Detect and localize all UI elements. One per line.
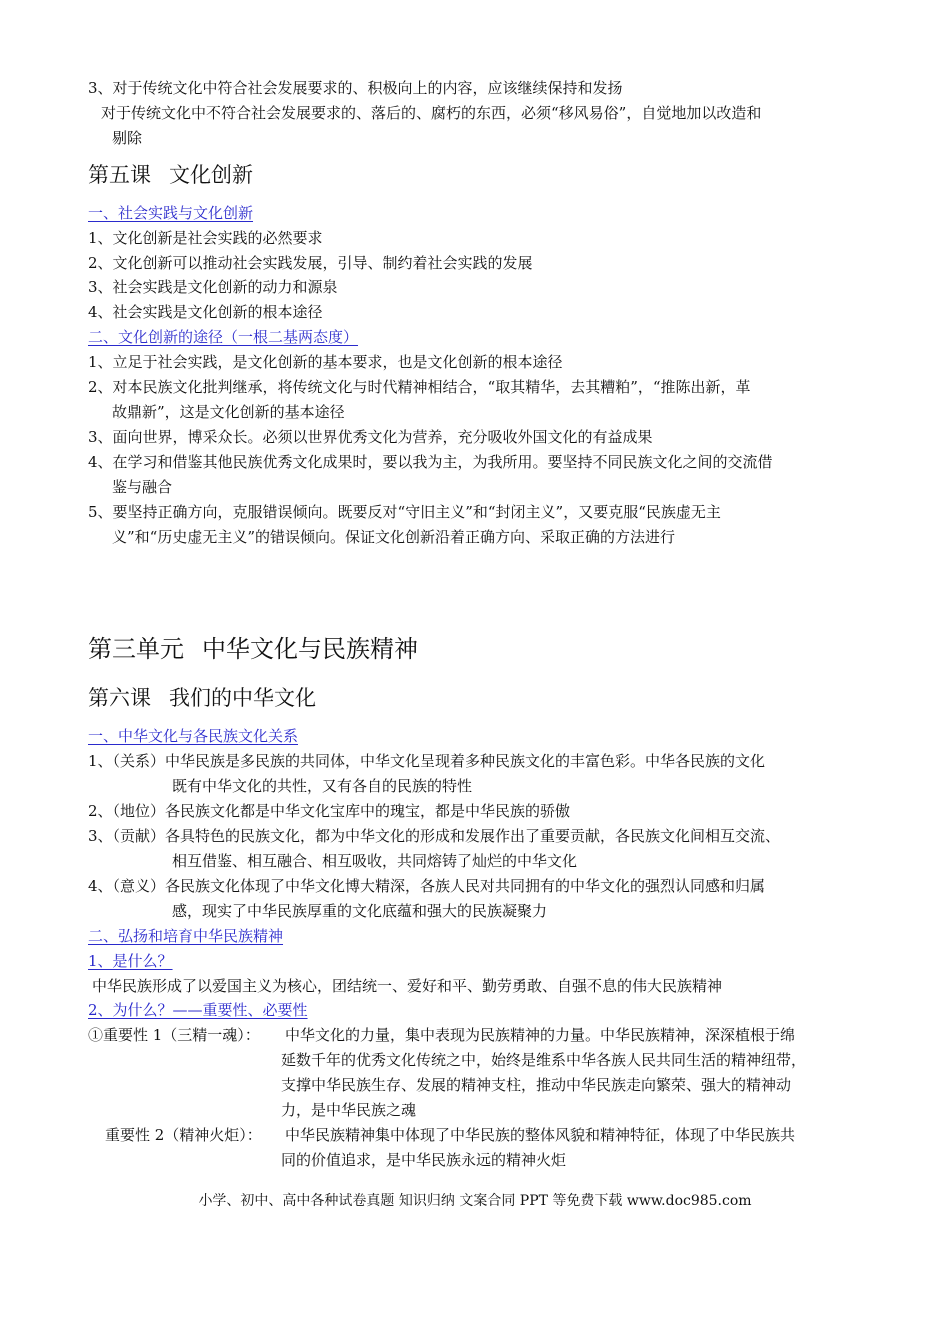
lesson-number: 第六课 [88,686,151,710]
list-item: 4、（意义）各民族文化体现了中华文化博大精深，各族人民对共同拥有的中华文化的强烈认同感和归属 [88,877,766,895]
section-heading-link[interactable]: 二、弘扬和培育中华民族精神 [88,927,284,945]
list-item: 4、社会实践是文化创新的根本途径 [88,303,323,321]
list-item-continued: 故鼎新”，这是文化创新的基本途径 [112,403,345,421]
importance-label: 重要性 2（精神火炬）： [105,1126,262,1144]
section-heading-link[interactable]: 一、社会实践与文化创新 [88,204,254,222]
list-item: 1、立足于社会实践，是文化创新的基本要求，也是文化创新的根本途径 [88,353,563,371]
list-item: 2、文化创新可以推动社会实践发展，引导、制约着社会实践的发展 [88,254,533,272]
list-item: 4、在学习和借鉴其他民族优秀文化成果时，要以我为主，为我所用。要坚持不同民族文化之间的交流借 [88,453,773,471]
list-item: 5、要坚持正确方向，克服错误倾向。既要反对“守旧主义”和“封闭主义”，又要克服“民族虚无主 [88,503,721,521]
lesson-title [88,162,253,188]
section-heading-link[interactable]: 二、文化创新的途径（一根二基两态度） [88,328,359,346]
list-item: 2、（地位）各民族文化都是中华文化宝库中的瑰宝，都是中华民族的骄傲 [88,802,571,820]
subsection-heading-link[interactable]: 1、是什么？ [88,952,173,970]
importance-label: ①重要性 1（三精一魂）： [88,1026,260,1044]
text-line: 对于传统文化中不符合社会发展要求的、落后的、腐朽的东西，必须“移风易俗”，自觉地加以改造和 [101,104,762,122]
importance-text: 支撑中华民族生存、发展的精神支柱，推动中华民族走向繁荣、强大的精神动 [281,1076,792,1094]
page-footer: 小学、初中、高中各种试卷真题 知识归纳 文案合同 PPT 等免费下载 www.doc985.com [198,1193,752,1209]
text-line: 剔除 [112,129,143,147]
lesson-name: 文化创新 [169,163,253,187]
importance-text: 同的价值追求，是中华民族永远的精神火炬 [281,1151,567,1169]
list-item: 1、文化创新是社会实践的必然要求 [88,229,323,247]
importance-text: 中华文化的力量，集中表现为民族精神的力量。中华民族精神，深深植根于绵 [285,1026,796,1044]
lesson-name: 我们的中华文化 [169,686,316,710]
lesson-title [88,685,316,711]
list-item-continued: 相互借鉴、相互融合、相互吸收，共同熔铸了灿烂的中华文化 [172,852,578,870]
subsection-heading-link[interactable]: 2、为什么？——重要性、必要性 [88,1001,308,1019]
importance-text: 力，是中华民族之魂 [281,1101,417,1119]
section-heading-link[interactable]: 一、中华文化与各民族文化关系 [88,727,299,745]
text-line: 3、对于传统文化中符合社会发展要求的、积极向上的内容，应该继续保持和发扬 [88,79,623,97]
importance-text: 中华民族精神集中体现了中华民族的整体风貌和精神特征，体现了中华民族共 [285,1126,796,1144]
unit-number: 第三单元 [88,635,184,663]
list-item-continued: 既有中华文化的共性，又有各自的民族的特性 [172,777,473,795]
list-item: 3、社会实践是文化创新的动力和源泉 [88,278,338,296]
answer-text: 中华民族形成了以爱国主义为核心，团结统一、爱好和平、勤劳勇敢、自强不息的伟大民族精神 [92,977,723,995]
lesson-number: 第五课 [88,163,151,187]
list-item: 3、（贡献）各具特色的民族文化，都为中华文化的形成和发展作出了重要贡献，各民族文化间相互交流、 [88,827,781,845]
unit-title [88,634,418,664]
importance-text: 延数千年的优秀文化传统之中，始终是维系中华各族人民共同生活的精神纽带， [281,1051,807,1069]
list-item-continued: 鉴与融合 [112,478,173,496]
list-item: 1、（关系）中华民族是多民族的共同体，中华文化呈现着多种民族文化的丰富色彩。中华各民族的文化 [88,752,766,770]
list-item-continued: 义”和“历史虚无主义”的错误倾向。保证文化创新沿着正确方向、采取正确的方法进行 [112,528,676,546]
list-item-continued: 感，现实了中华民族厚重的文化底蕴和强大的民族凝聚力 [172,902,548,920]
list-item: 2、对本民族文化批判继承，将传统文化与时代精神相结合，“取其精华，去其糟粕”，“推陈出新，革 [88,378,751,396]
list-item: 3、面向世界，博采众长。必须以世界优秀文化为营养，充分吸收外国文化的有益成果 [88,428,653,446]
unit-name: 中华文化与民族精神 [202,635,418,663]
